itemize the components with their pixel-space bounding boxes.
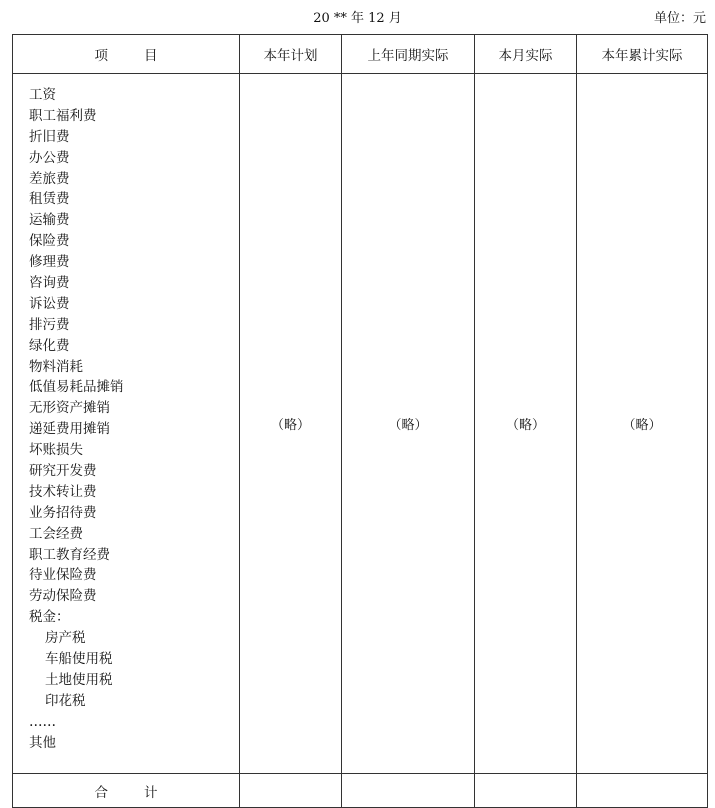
plan-cell <box>240 74 342 774</box>
list-item-sub: 房产税 <box>45 630 86 647</box>
column-header-ytd: 本年累计实际 <box>577 35 708 74</box>
list-item: 职工福利费 <box>29 107 97 124</box>
list-item: 技术转让费 <box>29 483 97 500</box>
list-item: 业务招待费 <box>29 504 97 521</box>
list-item: 待业保险费 <box>29 567 97 584</box>
list-item: 工资 <box>29 87 56 103</box>
month-cell <box>475 74 577 774</box>
ytd-cell <box>577 74 708 774</box>
list-item: 劳动保险费 <box>29 588 97 605</box>
list-item: 排污费 <box>29 316 70 333</box>
list-item: 保险费 <box>29 233 70 250</box>
column-header-item <box>13 35 240 74</box>
list-item: 坏账损失 <box>29 442 83 459</box>
omitted-value: （略） <box>505 418 545 433</box>
total-label-first: 合 <box>94 784 108 801</box>
list-item: 租赁费 <box>29 191 70 208</box>
column-header-month: 本月实际 <box>475 35 577 74</box>
omitted-value: （略） <box>270 418 310 433</box>
list-item-sub: 土地使用税 <box>45 671 113 688</box>
column-header-last-year: 上年同期实际 <box>342 35 475 74</box>
total-month-cell <box>475 774 577 808</box>
header-row <box>13 35 708 74</box>
list-item: 职工教育经费 <box>29 546 110 563</box>
omitted-value: （略） <box>388 418 428 433</box>
total-label-second: 计 <box>144 784 158 801</box>
list-item: 递延费用摊销 <box>29 421 110 438</box>
list-item: 其他 <box>29 734 56 751</box>
total-ytd-cell <box>577 774 708 808</box>
list-item: 物料消耗 <box>29 358 83 375</box>
list-item: 低值易耗品摊销 <box>29 379 124 396</box>
item-header-second: 目 <box>144 48 158 64</box>
item-header-first: 项 <box>94 48 108 64</box>
item-list <box>29 85 239 754</box>
currency-unit: 单位：元 <box>653 11 706 26</box>
last-year-cell <box>342 74 475 774</box>
list-item: 咨询费 <box>29 275 70 292</box>
list-item: 工会经费 <box>29 525 83 542</box>
total-last-year-cell <box>342 774 475 808</box>
list-item: 差旅费 <box>29 170 70 187</box>
column-header-plan: 本年计划 <box>240 35 342 74</box>
list-item: 无形资产摊销 <box>29 400 110 417</box>
total-label <box>13 774 240 808</box>
report-date: 20 ** 年 12 月 <box>313 11 402 26</box>
list-item: 研究开发费 <box>29 463 97 480</box>
total-row <box>13 774 708 808</box>
items-cell <box>13 74 240 774</box>
list-item-tax-heading: 税金： <box>29 609 70 626</box>
list-item-sub: 车船使用税 <box>45 651 113 668</box>
list-item: 诉讼费 <box>29 295 70 312</box>
list-item: 运输费 <box>29 212 70 229</box>
omitted-value: （略） <box>622 418 662 433</box>
list-item-sub: 印花税 <box>45 692 86 709</box>
list-item: 办公费 <box>29 149 70 166</box>
list-item-ellipsis: …… <box>29 713 56 730</box>
list-item: 绿化费 <box>29 337 70 354</box>
expense-table <box>12 34 708 808</box>
total-plan-cell <box>240 774 342 808</box>
list-item: 修理费 <box>29 254 70 271</box>
list-item: 折旧费 <box>29 128 70 145</box>
detail-row <box>13 74 708 774</box>
